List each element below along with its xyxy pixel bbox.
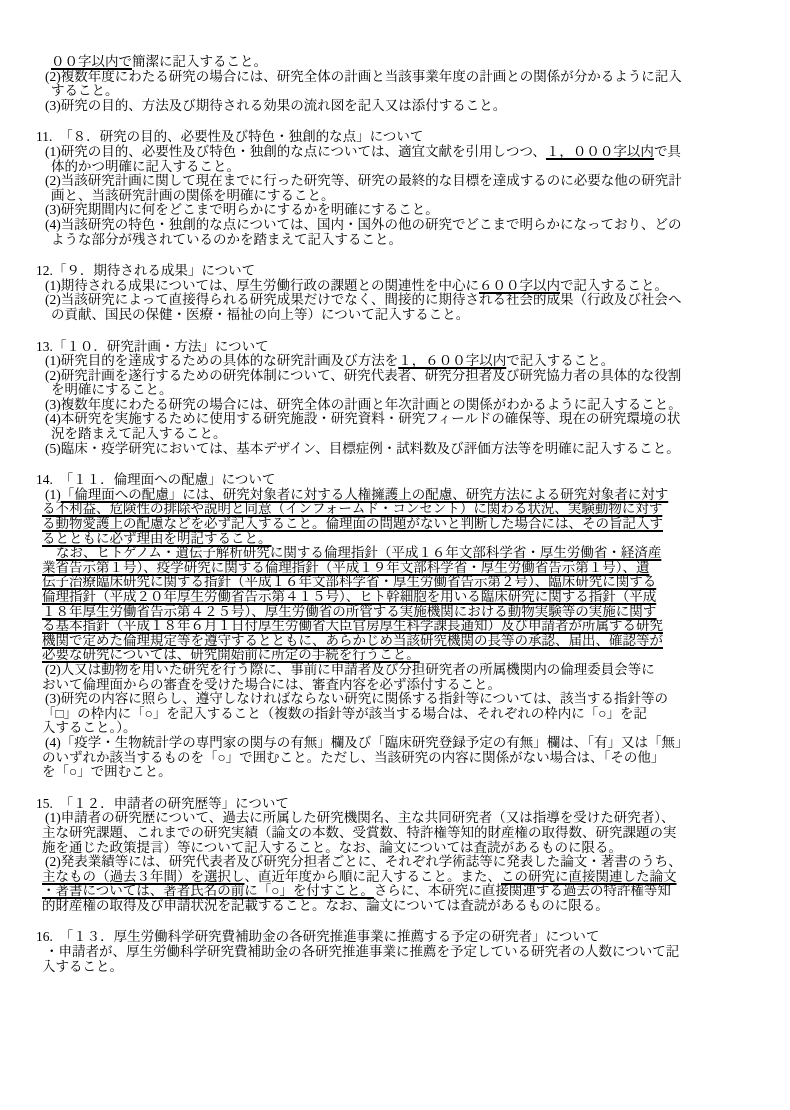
text-line <box>0 130 790 145</box>
text-segment: (1)研究の目的、必要性及び特色・独創的な点については、適宜文献を引用しつつ、 <box>45 143 546 159</box>
text-segment: (2)研究計画を遂行するための研究体制について、研究代表者、研究分担者及び研究協力者の具体的な役割 <box>45 367 682 383</box>
text-line <box>0 648 790 663</box>
text-segment: の貢献、国民の保健・医療・福祉の向上等）について記入すること。 <box>51 306 470 322</box>
text-line <box>0 751 790 766</box>
text-segment: ・申請者が、厚生労働科学研究費補助金の各研究推進事業に推薦を予定している研究者の人数について記 <box>45 944 680 960</box>
text-segment: 13.「１０．研究計画・方法」について <box>36 338 269 354</box>
text-line <box>0 383 790 398</box>
text-segment: (2)人又は動物を用いた研究を行う際に、事前に申請者及び分担研究者の所属機関内の倫理委員会等に <box>45 661 655 677</box>
text-segment: すること。 <box>51 83 119 99</box>
text-line <box>0 960 790 975</box>
text-segment: 画と、当該研究計画の関係を明確にすること。 <box>51 187 335 203</box>
text-segment: (1)期待される成果については、厚生労働行政の課題との関連性を中心に <box>45 277 479 293</box>
underlined-text-segment: る基本指針（平成１８年６月１日付厚生労働省大臣官房厚生科学課長通知）及び申請者が所属する研究 <box>42 618 663 634</box>
text-segment: ような部分が残されているのかを踏まえて記入すること。 <box>51 231 402 247</box>
text-segment: のいずれか該当するものを「○」で囲むこと。ただし、当該研究の内容に関係がない場合は、「その他」 <box>42 749 665 765</box>
text-segment: (3)複数年度にわたる研究の場合には、研究全体の計画と年次計画との関係がわかるように記入すること。 <box>45 396 682 412</box>
text-line <box>0 841 790 856</box>
text-line <box>0 707 790 722</box>
underlined-text-segment: 主なもの（過去３年間）を選択し <box>42 868 245 884</box>
text-segment: (2)当該研究計画に関して現在までに行った研究等、研究の最終的な目標を達成するのに必要な他の研究計 <box>45 173 682 189</box>
section-item-14-ethical-considerations <box>0 473 790 779</box>
underlined-text-segment: １，６００字以内 <box>398 353 507 369</box>
underlined-text-segment: この研究に直接関連した論文 <box>501 868 677 884</box>
text-line <box>0 473 790 488</box>
text-segment: 主な研究課題、これまでの研究実績（論文の本数、受賞数、特許権等知的財産権の取得数、研究課題の実 <box>42 824 677 840</box>
text-segment: おいて倫理面からの審査を受けた場合には、審査内容を必ず添付すること。 <box>42 676 501 692</box>
text-line <box>0 575 790 590</box>
text-line <box>0 84 790 99</box>
underlined-text-segment: る不利益、危険性の排除や説明と同意（インフォームド・コンセント）に関わる状況、実験動物に対す <box>42 501 663 517</box>
text-segment: (1)研究目的を達成するための具体的な研究計画及び方法を <box>45 353 399 369</box>
text-line <box>0 945 790 960</box>
text-segment: で具 <box>653 143 681 159</box>
text-line <box>0 99 790 114</box>
underlined-text-segment: ・著書については、著者氏名の前に「○」を付すこと。 <box>42 883 374 899</box>
section-item-11-purpose-necessity-originality <box>0 130 790 247</box>
text-line <box>0 233 790 248</box>
text-line <box>0 502 790 517</box>
document-body <box>0 55 790 974</box>
text-segment: 入すること。）。 <box>42 720 137 736</box>
text-line <box>0 293 790 308</box>
text-segment: 況を踏まえて記入すること。 <box>51 426 227 442</box>
text-line <box>0 855 790 870</box>
text-line <box>0 369 790 384</box>
text-segment: (1)申請者の研究歴について、過去に所属した研究機関名、主な共同研究者（又は指導を受けた研究者）、 <box>45 810 675 826</box>
text-segment: (3)研究の目的、方法及び期待される効果の流れ図を記入又は添付すること。 <box>45 97 507 113</box>
text-segment: 11. 「８．研究の目的、必要性及び特色・独創的な点」について <box>36 129 424 145</box>
text-segment: (3)研究期間内に何をどこまで明らかにするかを明確にすること。 <box>45 202 439 218</box>
text-segment: 14. 「１１．倫理面への配慮」について <box>36 472 276 488</box>
text-segment: 簡潔に記入すること。 <box>132 54 267 69</box>
text-segment: (4)当該研究の特色・独創的な点については、国内・国外の他の研究でどこまで明らかになっており、どの <box>45 216 682 232</box>
underlined-text-segment: 必要な研究については、研究開始前に所定の手続を行うこと。 <box>42 647 420 663</box>
section-item-15-applicant-research-history <box>0 797 790 914</box>
text-line <box>0 517 790 532</box>
text-segment: 的財産権の取得及び申請状況を記載すること。なお、論文については査読があるものに限る。 <box>42 897 609 913</box>
text-line <box>0 692 790 707</box>
text-line <box>0 590 790 605</box>
text-segment: (2)複数年度にわたる研究の場合には、研究全体の計画と当該事業年度の計画との関係が分かるように記入 <box>45 68 682 84</box>
underlined-text-segment: ００字以内で <box>51 54 132 69</box>
text-line <box>0 736 790 751</box>
text-line <box>0 354 790 369</box>
text-line <box>0 663 790 678</box>
text-line <box>0 308 790 323</box>
text-line <box>0 930 790 945</box>
text-segment: (4)「疫学・生物統計学の専門家の関与の有無」欄及び「臨床研究登録予定の有無」欄は、「有」又は「無」 <box>45 734 689 750</box>
text-line <box>0 203 790 218</box>
text-segment: 15. 「１２．申請者の研究歴等」について <box>36 795 289 811</box>
section-item-13-research-plan-method <box>0 340 790 457</box>
underlined-text-segment: １８年厚生労働省告示第４２５号）、厚生労働省の所管する実施機関における動物実験等の実施に関す <box>42 603 657 619</box>
text-line <box>0 412 790 427</box>
text-segment: 、直近年度から順に記入すること。また、 <box>244 868 501 884</box>
text-segment: を「○」で囲むこと。 <box>42 764 172 780</box>
section-item-12-expected-results <box>0 264 790 322</box>
text-segment: で記入すること。 <box>506 353 615 369</box>
underlined-text-segment: 「倫理面への配慮」には、研究対象者に対する人権擁護上の配慮、研究方法による研究対象者に対す <box>60 486 669 502</box>
text-segment: (1) <box>45 486 61 502</box>
text-segment: さらに、本研究に直接関連する過去の特許権等知 <box>373 883 671 899</box>
text-line <box>0 546 790 561</box>
text-line <box>0 899 790 914</box>
underlined-text-segment: る動物愛護上の配慮などを必ず記入すること。倫理面の問題がないと判断した場合には、その旨記入す <box>42 516 663 532</box>
text-segment: で記入すること。 <box>559 277 668 293</box>
underlined-text-segment: 倫理指針（平成２０年厚生労働省告示第４１５号）、ヒト幹細胞を用いる臨床研究に関する指針（平成 <box>42 589 657 604</box>
text-line <box>0 765 790 780</box>
text-line <box>0 605 790 620</box>
text-line <box>0 264 790 279</box>
text-segment: を明確にすること。 <box>51 382 173 398</box>
text-line <box>0 427 790 442</box>
text-line <box>0 826 790 841</box>
text-line <box>0 721 790 736</box>
text-line <box>0 884 790 899</box>
text-line <box>0 218 790 233</box>
underlined-text-segment: ６００字以内 <box>478 277 560 293</box>
text-segment: 16. 「１３．厚生労働科学研究費補助金の各研究推進事業に推薦する予定の研究者」について <box>36 929 600 945</box>
text-line <box>0 811 790 826</box>
text-segment: (2)発表業績等には、研究代表者及び研究分担者ごとに、それぞれ学術誌等に発表した論文・著書のうち、 <box>45 854 682 870</box>
text-segment: 施を通じた政策提言）等について記入すること。なお、論文については査読があるものに限る。 <box>42 839 622 855</box>
text-segment: 体的かつ明確に記入すること。 <box>51 158 240 174</box>
underlined-text-segment: １，０００字以内 <box>545 143 654 159</box>
underlined-text-segment: 伝子治療臨床研究に関する指針（平成１６年文部科学省・厚生労働省告示第２号）、臨床研究に関する <box>42 574 657 590</box>
text-line <box>0 619 790 634</box>
text-line <box>0 442 790 457</box>
text-segment: 「□」の枠内に「○」を記入すること（複数の指針等が該当する場合は、それぞれの枠内に「○」を記 <box>42 705 647 721</box>
text-segment: (3)研究の内容に照らし、遵守しなければならない研究に関係する指針等については、該当する指針等の <box>45 691 668 707</box>
text-segment: (4)本研究を実施するために使用する研究施設・研究資料・研究フィールドの確保等、現在の研究環境の状 <box>45 411 681 427</box>
text-line <box>0 340 790 355</box>
text-line <box>0 55 790 70</box>
text-line <box>0 174 790 189</box>
text-line <box>0 678 790 693</box>
section-item-16-recommended-researchers <box>0 930 790 974</box>
text-line <box>0 160 790 175</box>
underlined-text-segment: 機関で定めた倫理規定等を遵守するとともに、あらかじめ当該研究機関の長等の承認、届出、確認等が <box>42 632 663 648</box>
text-segment: (2)当該研究によって直接得られる研究成果だけでなく、間接的に期待される社会的成果（行政及び社会へ <box>45 292 682 308</box>
text-segment: 12.「９．期待される成果」について <box>36 263 256 279</box>
text-segment: (5)臨床・疫学研究においては、基本デザイン、目標症例・試料数及び評価方法等を明確に記入すること。 <box>45 440 680 456</box>
text-line <box>0 70 790 85</box>
text-line <box>0 145 790 160</box>
underlined-text-segment: 業省告示第１号）、疫学研究に関する倫理指針（平成１９年文部科学省・厚生労働省告示第１号）、遺 <box>42 559 650 575</box>
underlined-text-segment: るとともに必ず理由を明記すること。 <box>42 530 272 546</box>
text-segment: 入すること。 <box>42 958 123 974</box>
section-item-10-continuation <box>0 55 790 113</box>
underlined-text-segment: なお、ヒトゲノム・遺伝子解析研究に関する倫理指針（平成１６年文部科学省・厚生労働省・経済産 <box>56 545 662 561</box>
